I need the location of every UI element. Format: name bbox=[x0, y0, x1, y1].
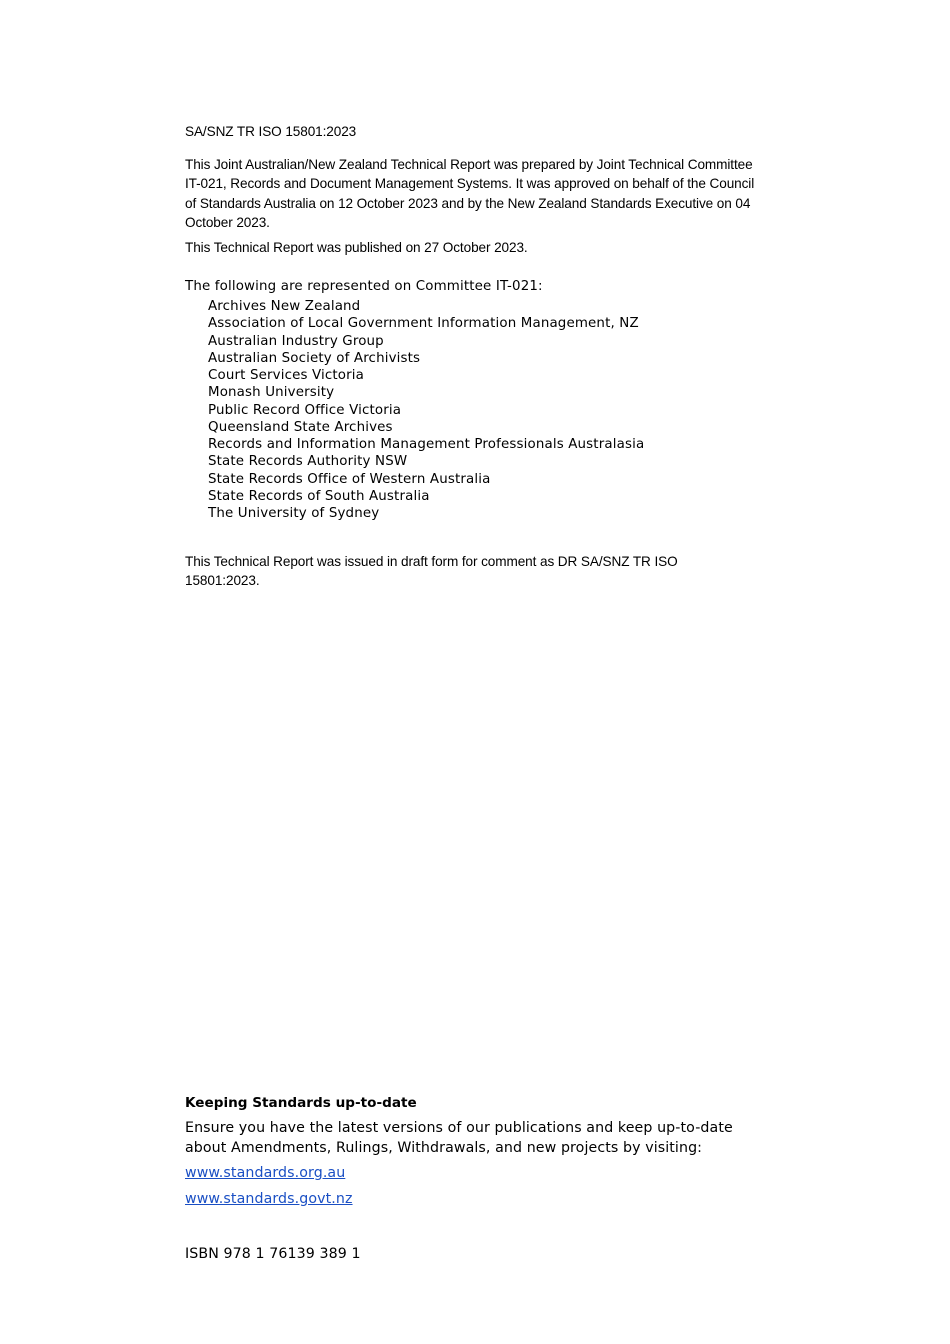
keeping-standards-paragraph: Ensure you have the latest versions of our publications and keep up-to-date about Amendments, Rulings, Withdrawals, and new projects by visiting: bbox=[185, 1120, 733, 1156]
committee-member: Public Record Office Victoria bbox=[208, 402, 402, 418]
standards-australia-link[interactable]: www.standards.org.au bbox=[185, 1165, 346, 1181]
published-paragraph: This Technical Report was published on 27 October 2023. bbox=[185, 240, 528, 255]
committee-member: Association of Local Government Information Management, NZ bbox=[208, 316, 639, 332]
committee-member: The University of Sydney bbox=[208, 506, 380, 521]
committee-member: State Records of South Australia bbox=[208, 488, 430, 504]
isbn-number: ISBN 978 1 76139 389 1 bbox=[185, 1246, 361, 1262]
committee-member: Australian Society of Archivists bbox=[208, 350, 421, 366]
preparation-paragraph: This Joint Australian/New Zealand Technical Report was prepared by Joint Technical Committee IT-021, Records and Document Management Systems. It was approved on behalf of the Council of Standards Australia on 12 October 2023 and by the New Zealand Standards Executive on 04 October 2023. bbox=[185, 157, 755, 231]
committee-member-list bbox=[208, 298, 644, 522]
committee-member: State Records Authority NSW bbox=[208, 454, 408, 470]
committee-member: Records and Information Management Professionals Australasia bbox=[208, 437, 645, 452]
standards-nz-link[interactable]: www.standards.govt.nz bbox=[185, 1191, 353, 1207]
document-code: SA/SNZ TR ISO 15801:2023 bbox=[185, 124, 357, 139]
committee-member: Australian Industry Group bbox=[208, 333, 384, 349]
committee-member: Monash University bbox=[208, 385, 335, 401]
draft-paragraph: This Technical Report was issued in draft form for comment as DR SA/SNZ TR ISO 15801:2023. bbox=[185, 554, 678, 589]
keeping-standards-heading: Keeping Standards up-to-date bbox=[185, 1095, 417, 1111]
committee-member: Court Services Victoria bbox=[208, 368, 365, 383]
committee-heading: The following are represented on Committee IT-021: bbox=[185, 279, 543, 294]
committee-member: Archives New Zealand bbox=[208, 299, 361, 314]
committee-member: State Records Office of Western Australia bbox=[208, 471, 491, 487]
committee-member: Queensland State Archives bbox=[208, 419, 393, 435]
